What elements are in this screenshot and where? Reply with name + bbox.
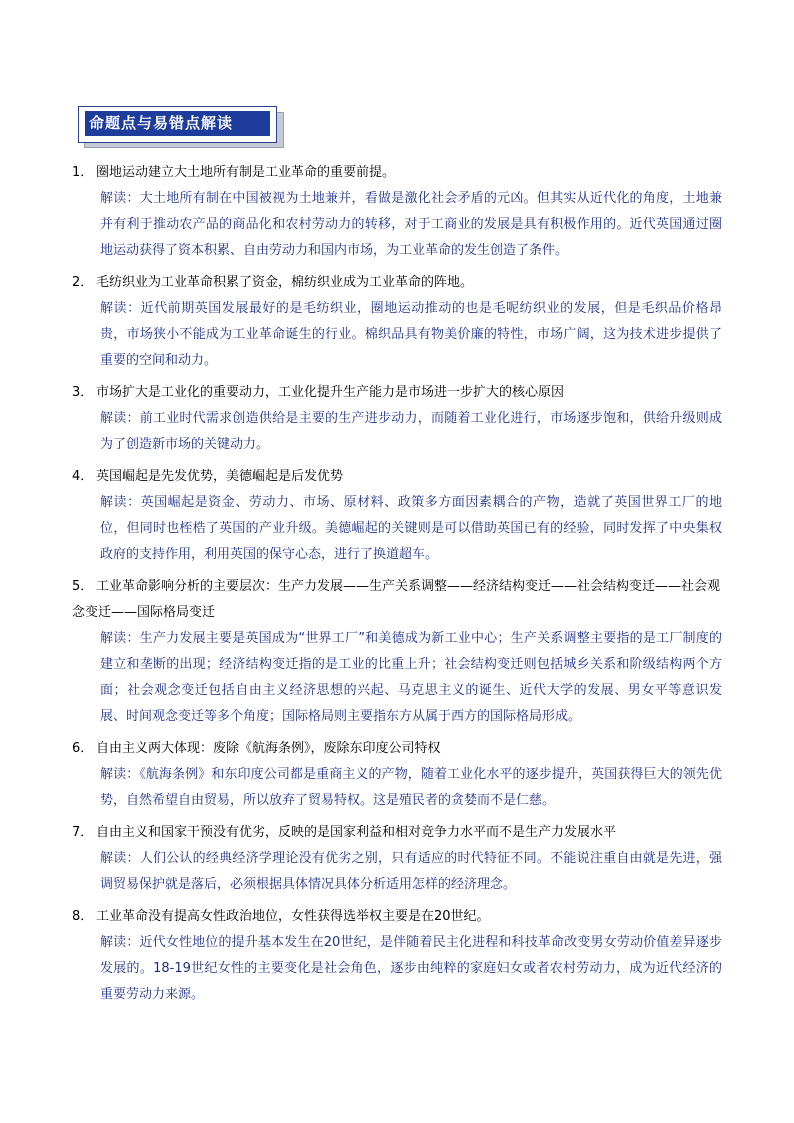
item-number: 8． — [72, 909, 94, 924]
item-answer: 解读：近代前期英国发展最好的是毛纺织业，圈地运动推动的也是毛呢纺织业的发展，但是毛织品价格昂贵，市场狭小不能成为工业革命诞生的行业。棉织品具有物美价廉的特性，市场广阔，这为技术进步提供了重要的空间和动力。 — [100, 301, 722, 368]
list-item — [72, 820, 722, 898]
item-answer: 解读：前工业时代需求创造供给是主要的生产进步动力，而随着工业化进行，市场逐步饱和，供给升级则成为了创造新市场的关键动力。 — [100, 411, 722, 452]
item-question-text: 市场扩大是工业化的重要动力，工业化提升生产能力是市场进一步扩大的核心原因 — [96, 385, 565, 400]
item-number: 1． — [72, 165, 94, 180]
item-number: 3． — [72, 385, 94, 400]
item-answer: 解读：《航海条例》和东印度公司都是重商主义的产物，随着工业化水平的逐步提升，英国获得巨大的领先优势，自然希望自由贸易，所以放弃了贸易特权。这是殖民者的贪婪而不是仁慈。 — [100, 767, 722, 808]
item-answer: 解读：近代女性地位的提升基本发生在20世纪，是伴随着民主化进程和科技革命改变男女劳动价值差异逐步发展的。18-19世纪女性的主要变化是社会角色，逐步由纯粹的家庭妇女或者农村劳动力，成为近代经济的重要劳动力来源。 — [100, 935, 722, 1002]
section-title: 命题点与易错点解读 — [85, 111, 270, 136]
list-item — [72, 380, 722, 458]
item-list — [72, 160, 722, 1014]
item-question — [72, 574, 722, 626]
item-question — [72, 736, 722, 762]
item-answer: 解读：人们公认的经典经济学理论没有优劣之别，只有适应的时代特征不同。不能说注重自由就是先进，强调贸易保护就是落后，必须根据具体情况具体分析适用怎样的经济理念。 — [100, 851, 722, 892]
item-question — [72, 270, 722, 296]
list-item — [72, 160, 722, 264]
item-number: 2． — [72, 275, 94, 290]
list-item — [72, 904, 722, 1008]
item-question — [72, 380, 722, 406]
item-question — [72, 820, 722, 846]
list-item — [72, 736, 722, 814]
item-number: 5． — [72, 579, 94, 594]
item-question — [72, 160, 722, 186]
item-answer: 解读：大土地所有制在中国被视为土地兼并，看做是激化社会矛盾的元凶。但其实从近代化的角度，土地兼并有利于推动农产品的商品化和农村劳动力的转移，对于工商业的发展是具有积极作用的。近代英国通过圈地运动获得了资本积累、自由劳动力和国内市场，为工业革命的发生创造了条件。 — [100, 191, 722, 258]
section-title-banner — [78, 106, 283, 148]
item-question — [72, 904, 722, 930]
item-question-text: 圈地运动建立大土地所有制是工业革命的重要前提。 — [96, 165, 396, 180]
item-number: 7． — [72, 825, 94, 840]
list-item — [72, 574, 722, 730]
title-frame — [78, 106, 277, 143]
item-number: 6． — [72, 741, 94, 756]
list-item — [72, 270, 722, 374]
item-answer: 解读：生产力发展主要是英国成为“世界工厂”和美德成为新工业中心；生产关系调整主要指的是工厂制度的建立和垄断的出现；经济结构变迁指的是工业的比重上升；社会结构变迁则包括城乡关系和阶级结构两个方面；社会观念变迁包括自由主义经济思想的兴起、马克思主义的诞生、近代大学的发展、男女平等意识发展、时间观念变迁等多个角度；国际格局则主要指东方从属于西方的国际格局形成。 — [100, 631, 722, 724]
item-question-text: 工业革命没有提高女性政治地位，女性获得选举权主要是在20世纪。 — [96, 909, 490, 924]
item-question-text: 自由主义和国家干预没有优劣，反映的是国家利益和相对竞争力水平而不是生产力发展水平 — [96, 825, 617, 840]
item-question — [72, 464, 722, 490]
item-question-text: 毛纺织业为工业革命积累了资金，棉纺织业成为工业革命的阵地。 — [96, 275, 474, 290]
item-question-text: 自由主义两大体现：废除《航海条例》，废除东印度公司特权 — [96, 741, 441, 756]
list-item — [72, 464, 722, 568]
item-answer: 解读：英国崛起是资金、劳动力、市场、原材料、政策多方面因素耦合的产物，造就了英国世界工厂的地位，但同时也桎梏了英国的产业升级。美德崛起的关键则是可以借助英国已有的经验，同时发挥了中央集权政府的支持作用，利用英国的保守心态，进行了换道超车。 — [100, 495, 722, 562]
item-question-text: 英国崛起是先发优势，美德崛起是后发优势 — [96, 469, 344, 484]
item-question-text: 工业革命影响分析的主要层次：生产力发展——生产关系调整——经济结构变迁——社会结构变迁——社会观念变迁——国际格局变迁 — [72, 579, 721, 620]
item-number: 4． — [72, 469, 94, 484]
